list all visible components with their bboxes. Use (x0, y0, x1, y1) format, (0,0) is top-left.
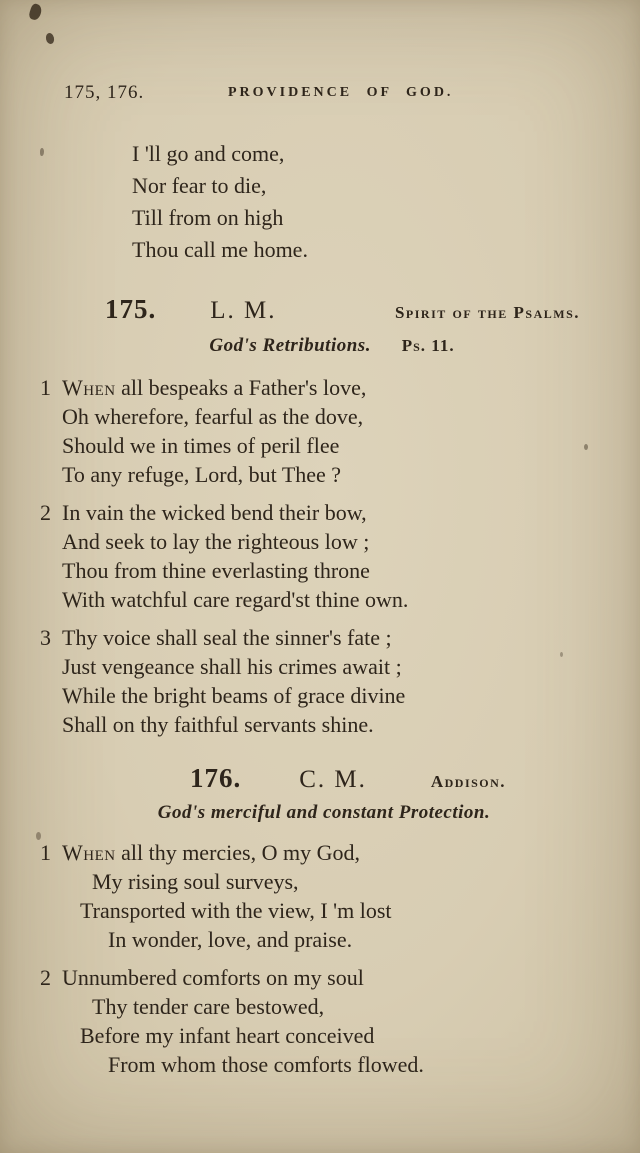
running-title: PROVIDENCE OF GOD. (228, 85, 454, 100)
verse-number: 2 (40, 965, 51, 990)
verse-line: Oh wherefore, fearful as the dove, (62, 404, 364, 429)
verse-line (62, 838, 392, 867)
verse (0, 963, 600, 1079)
verse-line: Unnumbered comforts on my soul (62, 965, 364, 990)
verse-number: 1 (40, 375, 51, 400)
hymn-number: 176. (189, 763, 242, 793)
stanza-line: Till from on high (132, 205, 284, 230)
hymn-attribution: Spirit of the Psalms. (394, 303, 580, 322)
ink-speck (584, 444, 588, 450)
verse-line: Transported with the view, I 'm lost (80, 898, 392, 923)
verse-line: From whom those comforts flowed. (108, 1052, 424, 1077)
running-head (0, 82, 640, 106)
ink-speck (40, 148, 44, 156)
ink-speck (45, 32, 55, 44)
verse-line: And seek to lay the righteous low ; (62, 529, 370, 554)
ink-speck (560, 652, 563, 657)
verse-lines (62, 623, 405, 739)
verse-line: To any refuge, Lord, but Thee ? (62, 462, 342, 487)
subtitle-text: God's Retributions. (209, 335, 371, 356)
stanza-line: Nor fear to die, (132, 173, 267, 198)
hymn-attribution: Addison. (430, 772, 507, 791)
verse-line: Thy voice shall seal the sinner's fate ; (62, 625, 392, 650)
page-numbers: 175, 176. (64, 82, 145, 103)
verse-line-text: all bespeaks a Father's love, (115, 375, 367, 400)
verse-line: Should we in times of peril flee (62, 433, 340, 458)
lead-word: When (62, 375, 116, 400)
subtitle-text: God's merciful and constant Protection. (157, 802, 491, 823)
verse-line: My rising soul surveys, (92, 869, 299, 894)
verse (0, 373, 600, 489)
hymn-heading (0, 294, 640, 325)
verse (0, 498, 600, 614)
hymn-continuation-stanza (132, 138, 640, 266)
verse-line: Shall on thy faithful servants shine. (62, 712, 374, 737)
hymn-subtitle (12, 335, 640, 357)
ink-speck (36, 832, 41, 840)
hymn-verses (0, 373, 640, 739)
verse-number: 2 (40, 500, 51, 525)
verse-line: With watchful care regard'st thine own. (62, 587, 409, 612)
verse-lines (62, 498, 408, 614)
verse-number: 3 (40, 625, 51, 650)
verse-line: In wonder, love, and praise. (108, 927, 353, 952)
hymn-176 (0, 763, 640, 1079)
hymn-verses (0, 838, 640, 1079)
hymn-meter: C. M. (299, 766, 367, 793)
hymn-subtitle (4, 802, 640, 824)
stanza-line: I 'll go and come, (132, 141, 285, 166)
verse (0, 623, 600, 739)
verse-number: 1 (40, 840, 51, 865)
verse-lines (62, 963, 424, 1079)
verse-line: Before my infant heart conceived (80, 1023, 375, 1048)
verse-line: Just vengeance shall his crimes await ; (62, 654, 402, 679)
verse-line: While the bright beams of grace divine (62, 683, 406, 708)
verse-lines (62, 373, 366, 489)
hymn-number: 175. (105, 294, 157, 324)
hymn-meter: L. M. (210, 297, 277, 324)
verse-line: In vain the wicked bend their bow, (62, 500, 367, 525)
verse-line (62, 373, 366, 402)
ink-speck (28, 3, 43, 22)
lead-word: When (62, 840, 116, 865)
hymn-175 (0, 294, 640, 739)
verse-line: Thou from thine everlasting throne (62, 558, 370, 583)
stanza-line: Thou call me home. (132, 237, 308, 262)
verse-line: Thy tender care bestowed, (92, 994, 325, 1019)
verse-lines (62, 838, 392, 954)
verse-line-text: all thy mercies, O my God, (115, 840, 360, 865)
hymn-heading (28, 763, 640, 794)
verse (0, 838, 600, 954)
scripture-ref: Ps. 11. (401, 336, 455, 355)
